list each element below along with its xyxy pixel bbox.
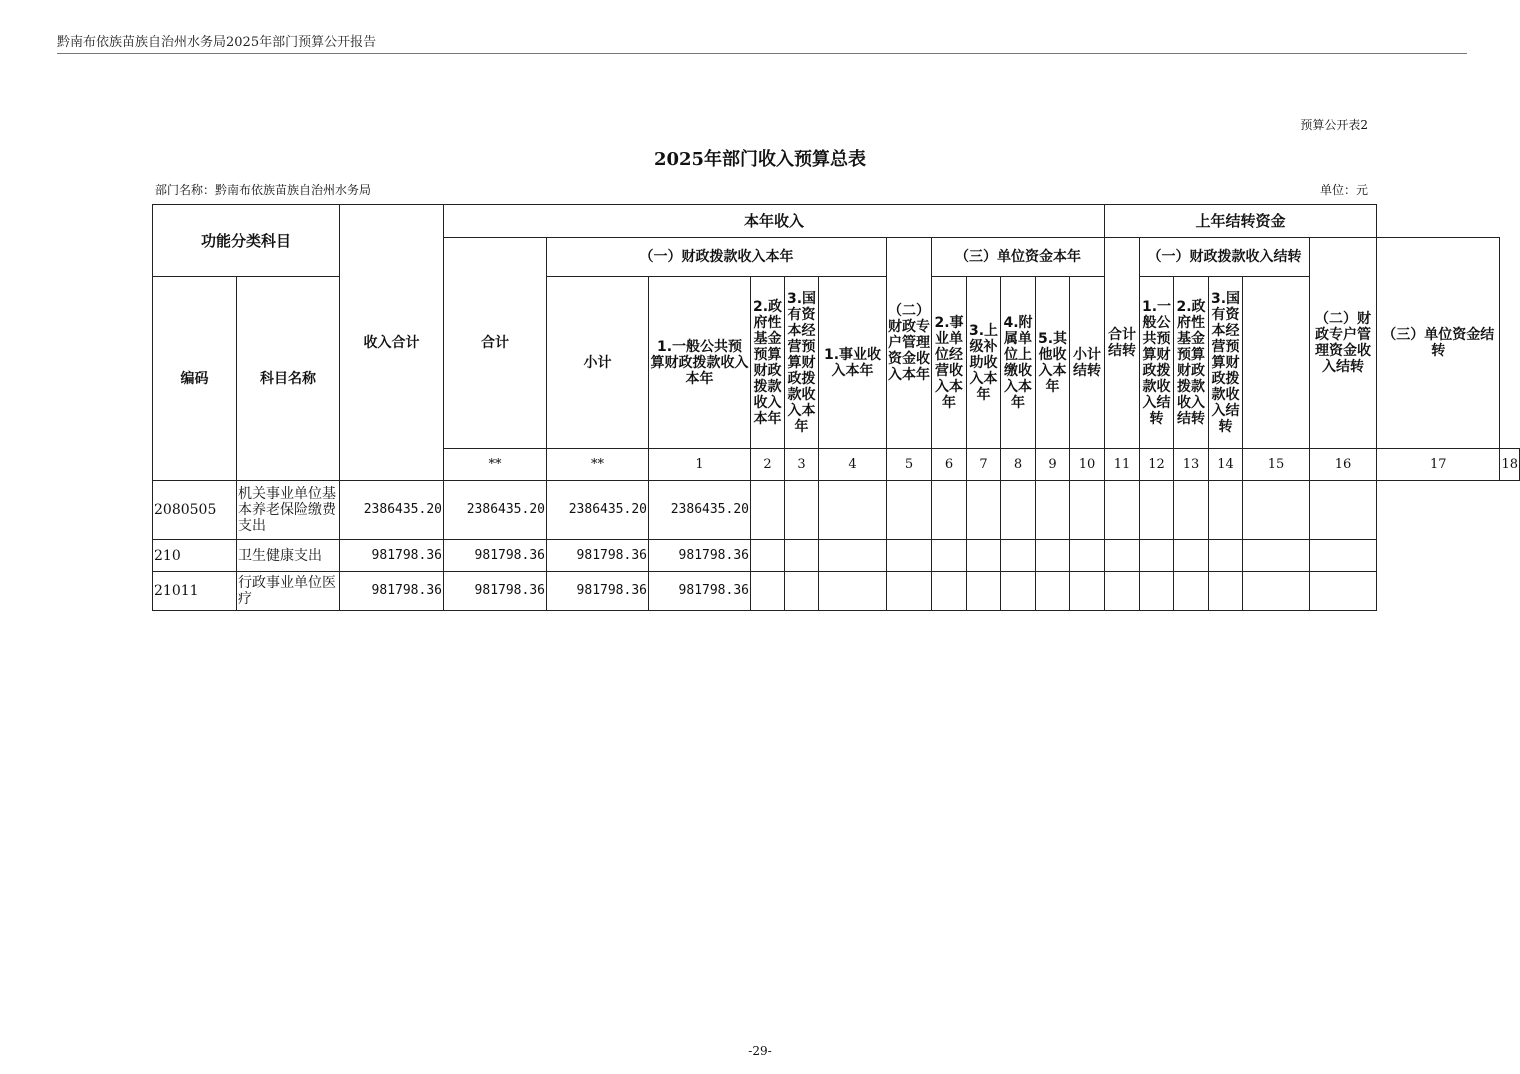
page-title: 2025年部门收入预算总表 [653,149,867,170]
unit-label: 单位：元 [1319,183,1368,197]
carry-total-header: 合计结转 [1105,238,1140,449]
subtotal-header: 小计 [547,277,649,449]
table-row [153,540,1520,572]
subject-code: 210 [153,540,237,572]
general-public-value: 981798.36 [649,540,751,572]
special-fiscal-header: （二）财政专户管理资金收入本年 [887,238,932,449]
fiscal-appropriation-header: （一）财政拨款收入本年 [547,238,887,277]
col-number: 17 [1377,449,1500,481]
general-public-value: 2386435.20 [649,481,751,540]
col-number: 12 [1140,449,1174,481]
current-year-income-header: 本年收入 [444,205,1105,238]
subject-name-header: 科目名称 [237,277,340,481]
general-public-header: 1.一般公共预算财政拨款收入本年 [649,277,751,449]
table-row [153,572,1520,611]
code-header: 编码 [153,277,237,481]
running-header: 黔南布依族苗族自治州水务局2025年部门预算公开报告 [57,35,377,50]
sum-header: 合计 [444,238,547,449]
total-income-value: 2386435.20 [340,481,444,540]
subject-name: 机关事业单位基本养老保险缴费支出 [237,481,340,540]
affiliated-income-header: 4.附属单位上缴收入本年 [1001,277,1036,449]
col-number: 11 [1105,449,1140,481]
subject-code: 21011 [153,572,237,611]
subtotal-value: 981798.36 [547,572,649,611]
general-public-value: 981798.36 [649,572,751,611]
page-number: -29- [748,1044,772,1058]
col-number: 10 [1070,449,1105,481]
state-capital-header: 3.国有资本经营预算财政拨款收入本年 [785,277,819,449]
col-number: 16 [1310,449,1377,481]
subject-name: 行政事业单位医疗 [237,572,340,611]
table-row [153,481,1520,540]
col-number: 3 [785,449,819,481]
subsidy-income-header: 3.上级补助收入本年 [967,277,1001,449]
col-number: 2 [751,449,785,481]
subtotal-value: 981798.36 [547,540,649,572]
carry-subtotal-header: 小计结转 [1070,277,1105,449]
total-income-value: 981798.36 [340,572,444,611]
total-income-value: 981798.36 [340,540,444,572]
header-divider [57,53,1467,54]
col-number: 7 [967,449,1001,481]
col-number: 14 [1209,449,1243,481]
col-number: 13 [1174,449,1209,481]
carry-unit-header: （三）单位资金结转 [1377,238,1500,449]
col-number: 5 [887,449,932,481]
carry-special-header: （二）财政专户管理资金收入结转 [1310,238,1377,449]
income-budget-table [152,204,1520,611]
department-label: 部门名称：黔南布依族苗族自治州水务局 [155,183,372,197]
sum-value: 2386435.20 [444,481,547,540]
total-income-header: 收入合计 [340,205,444,481]
sum-value: 981798.36 [444,540,547,572]
col-number: ** [444,449,547,481]
sum-value: 981798.36 [444,572,547,611]
business-income-header: 1.事业收入本年 [819,277,887,449]
table-number: 预算公开表2 [1300,118,1368,132]
operating-income-header: 2.事业单位经营收入本年 [932,277,967,449]
col-number: 8 [1001,449,1036,481]
subject-code: 2080505 [153,481,237,540]
subject-name: 卫生健康支出 [237,540,340,572]
col-number: 15 [1243,449,1310,481]
col-number: 18 [1500,449,1520,481]
carry-state-capital-header: 3.国有资本经营预算财政拨款收入结转 [1209,277,1243,449]
carry-general-header: 1.一般公共预算财政拨款收入结转 [1140,277,1174,449]
unit-funds-header: （三）单位资金本年 [932,238,1105,277]
subtotal-value: 2386435.20 [547,481,649,540]
fiscal-carryover-header: （一）财政拨款收入结转 [1140,238,1310,277]
gov-fund-header: 2.政府性基金预算财政拨款收入本年 [751,277,785,449]
col-number: 4 [819,449,887,481]
col-number: 6 [932,449,967,481]
col-number: 9 [1036,449,1070,481]
col-number: ** [547,449,649,481]
prior-year-carryover-header: 上年结转资金 [1105,205,1377,238]
col-number: 1 [649,449,751,481]
carry-gov-fund-header: 2.政府性基金预算财政拨款收入结转 [1174,277,1209,449]
other-income-header: 5.其他收入本年 [1036,277,1070,449]
function-subject-header: 功能分类科目 [153,205,340,277]
